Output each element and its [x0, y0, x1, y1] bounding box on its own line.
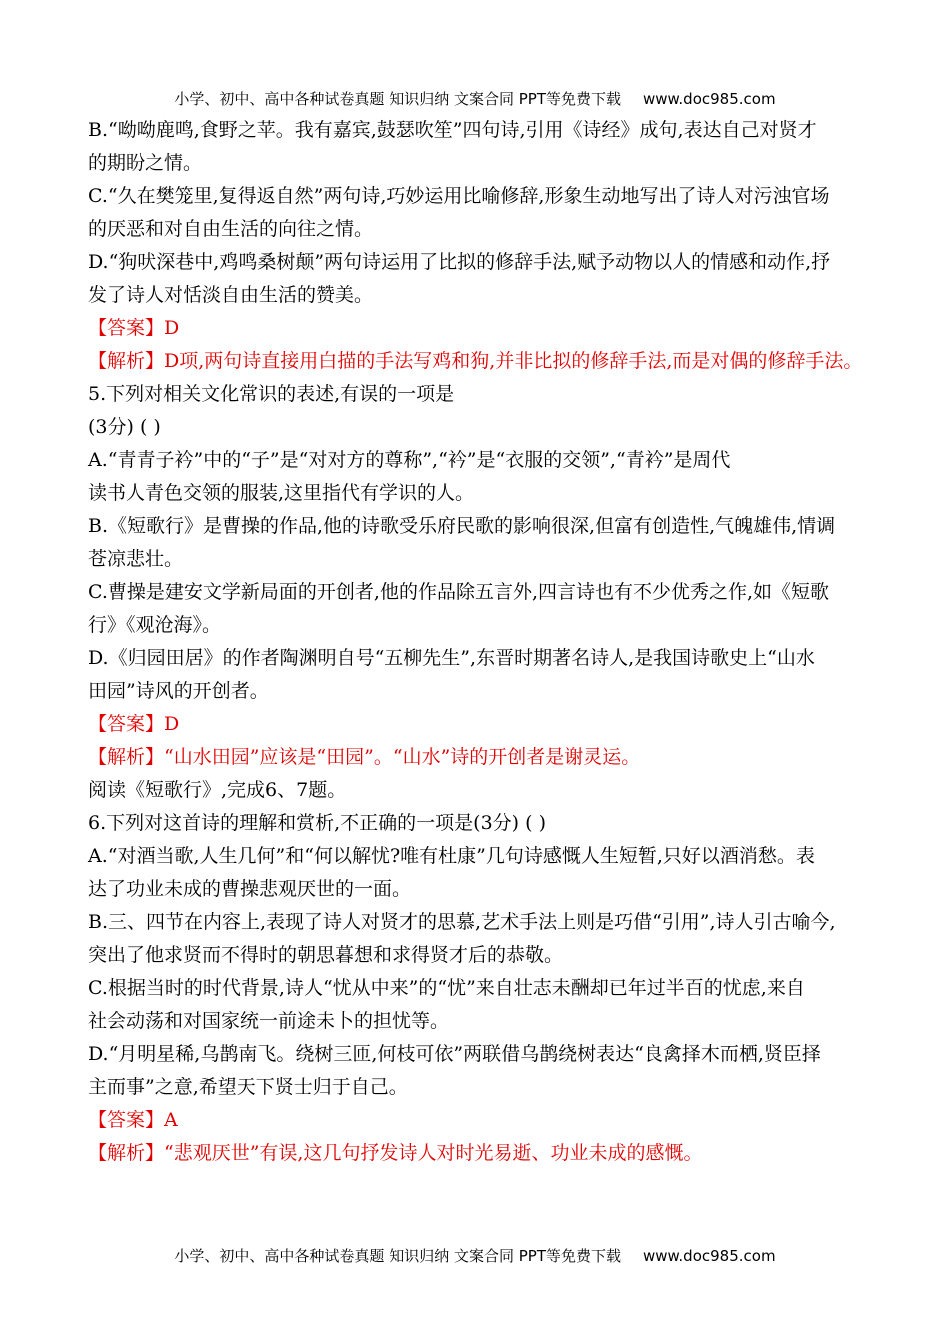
answer-line: 【答案】A: [88, 1109, 178, 1131]
text-line: 的厌恶和对自由生活的向往之情。: [88, 218, 374, 240]
text-line: B.三、四节在内容上,表现了诗人对贤才的思慕,艺术手法上则是巧借“引用”,诗人引古喻今,: [88, 911, 836, 933]
analysis-line: 【解析】D项,两句诗直接用白描的手法写鸡和狗,并非比拟的修辞手法,而是对偶的修辞手法。: [88, 350, 863, 372]
text-line: D.“月明星稀,乌鹊南飞。绕树三匝,何枝可依”两联借乌鹊绕树表达“良禽择木而栖,贤臣择: [88, 1043, 821, 1065]
text-line: A.“青青子衿”中的“子”是“对对方的尊称”,“衿”是“衣服的交领”,“青衿”是周代: [88, 449, 731, 471]
text-line: B.《短歌行》是曹操的作品,他的诗歌受乐府民歌的影响很深,但富有创造性,气魄雄伟,情调: [88, 515, 836, 537]
text-line: 社会动荡和对国家统一前途未卜的担忧等。: [88, 1010, 450, 1032]
analysis-line: 【解析】“悲观厌世”有误,这几句抒发诗人对时光易逝、功业未成的感慨。: [88, 1142, 703, 1164]
answer-line: 【答案】D: [88, 713, 180, 735]
page-footer: [0, 1245, 950, 1266]
text-line: 突出了他求贤而不得时的朝思暮想和求得贤才后的恭敬。: [88, 944, 564, 966]
text-line: 主而事”之意,希望天下贤士归于自己。: [88, 1076, 408, 1098]
text-line: 苍凉悲壮。: [88, 548, 184, 570]
text-line: D.“狗吠深巷中,鸡鸣桑树颠”两句诗运用了比拟的修辞手法,赋予动物以人的情感和动作,抒: [88, 251, 831, 273]
text-line: B.“呦呦鹿鸣,食野之苹。我有嘉宾,鼓瑟吹笙”四句诗,引用《诗经》成句,表达自己对贤才: [88, 119, 817, 141]
reading-instruction: 阅读《短歌行》,完成6、7题。: [88, 779, 347, 801]
page-header: [0, 88, 950, 109]
header-url[interactable]: www.doc985.com: [642, 90, 776, 108]
question-score: (3分) ( ): [88, 416, 161, 438]
question-line: 5.下列对相关文化常识的表述,有误的一项是: [88, 383, 455, 405]
header-text: 小学、初中、高中各种试卷真题 知识归纳 文案合同 PPT等免费下载: [174, 90, 621, 108]
text-line: 行》《观沧海》。: [88, 614, 222, 636]
question-line: 6.下列对这首诗的理解和赏析,不正确的一项是(3分) ( ): [88, 812, 546, 834]
answer-line: 【答案】D: [88, 317, 180, 339]
text-line: D.《归园田居》的作者陶渊明自号“五柳先生”,东晋时期著名诗人,是我国诗歌史上“山水: [88, 647, 815, 669]
text-line: 达了功业未成的曹操悲观厌世的一面。: [88, 878, 412, 900]
text-line: C.“久在樊笼里,复得返自然”两句诗,巧妙运用比喻修辞,形象生动地写出了诗人对污浊官场: [88, 185, 830, 207]
analysis-line: 【解析】“山水田园”应该是“田园”。“山水”诗的开创者是谢灵运。: [88, 746, 641, 768]
text-line: 的期盼之情。: [88, 152, 203, 174]
text-line: 田园”诗风的开创者。: [88, 680, 269, 702]
text-line: 读书人青色交领的服装,这里指代有学识的人。: [88, 482, 475, 504]
text-line: C.曹操是建安文学新局面的开创者,他的作品除五言外,四言诗也有不少优秀之作,如《短歌: [88, 581, 830, 603]
text-line: 发了诗人对恬淡自由生活的赞美。: [88, 284, 374, 306]
footer-text: 小学、初中、高中各种试卷真题 知识归纳 文案合同 PPT等免费下载: [174, 1247, 621, 1265]
text-line: C.根据当时的时代背景,诗人“忧从中来”的“忧”来自壮志未酬却已年过半百的忧虑,来自: [88, 977, 805, 999]
footer-url[interactable]: www.doc985.com: [642, 1247, 776, 1265]
document-body: [88, 114, 868, 1170]
text-line: A.“对酒当歌,人生几何”和“何以解忧?唯有杜康”几句诗感慨人生短暂,只好以酒消愁。表: [88, 845, 815, 867]
